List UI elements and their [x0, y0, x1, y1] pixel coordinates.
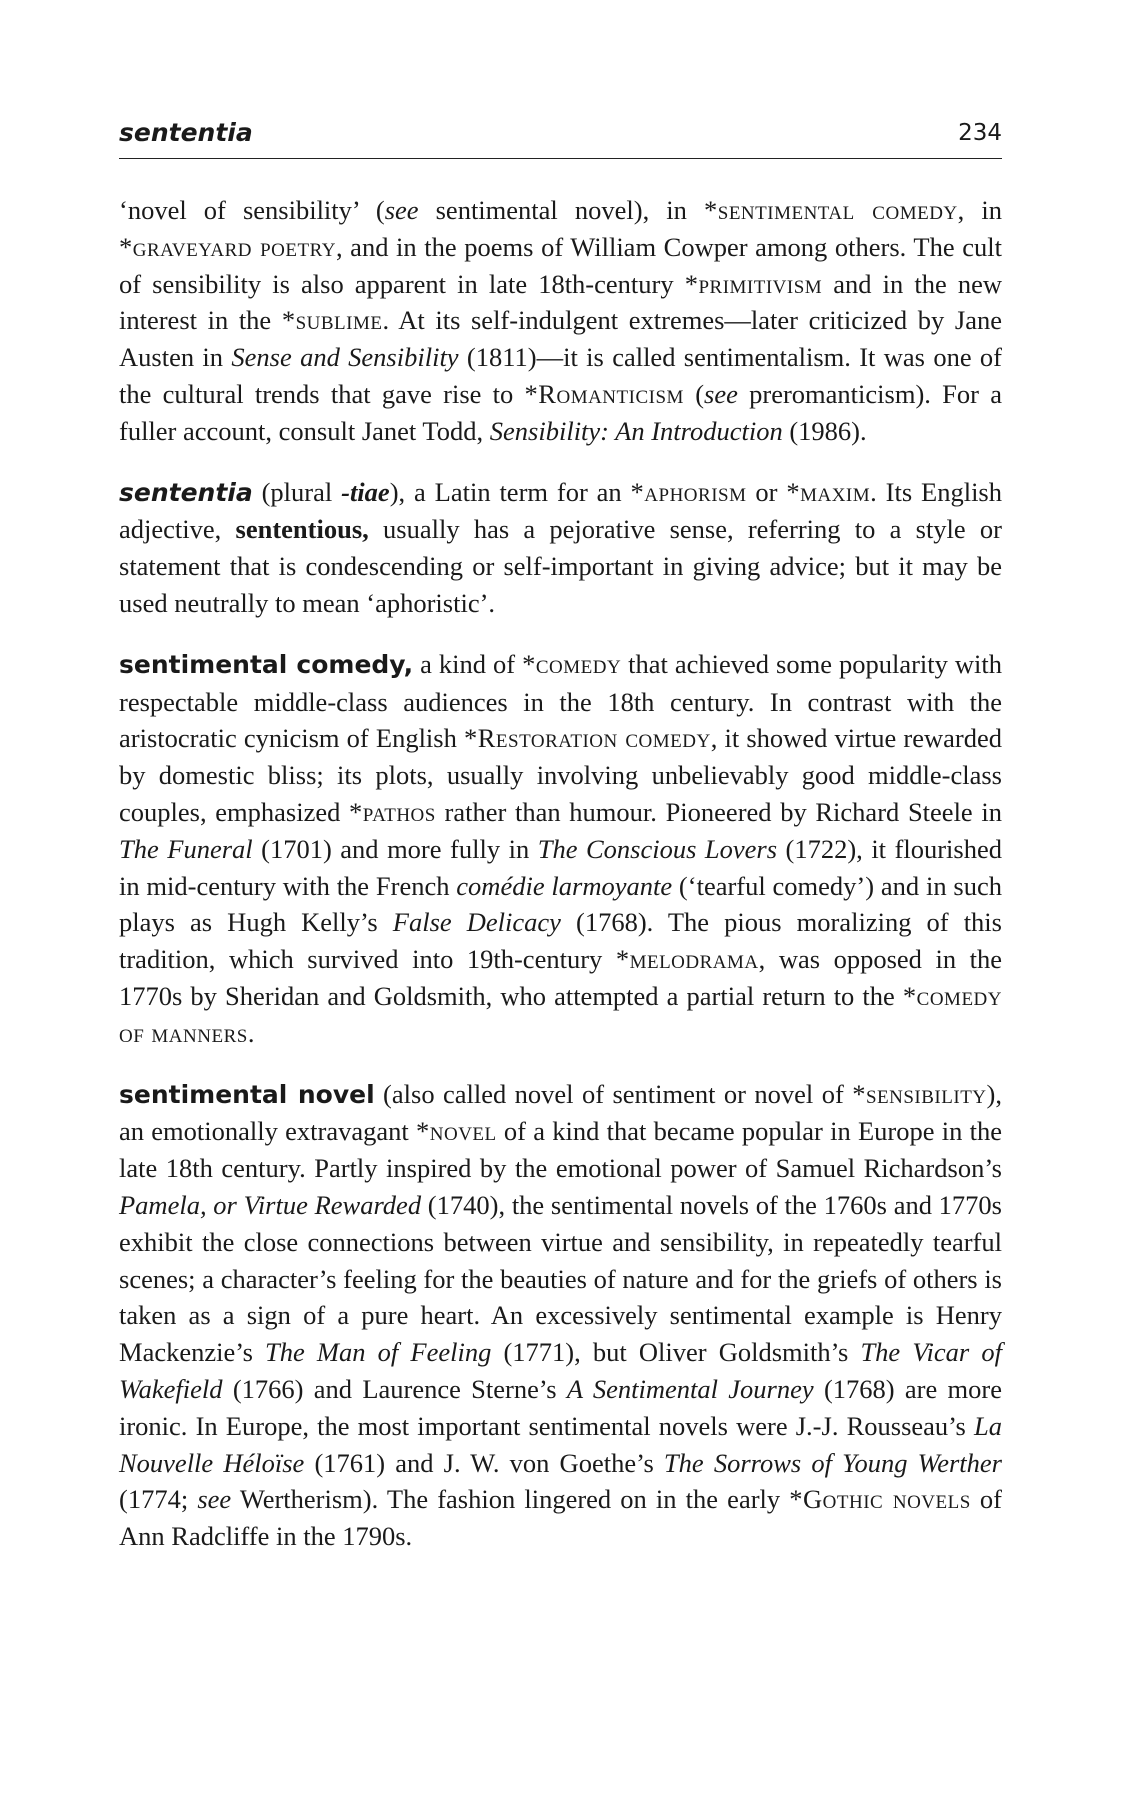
- italic-text: A Sentimental Journey: [566, 1373, 814, 1404]
- headword: sentimental novel: [119, 1079, 375, 1109]
- text-run: (also called novel of sentiment or novel of: [374, 1078, 853, 1109]
- italic-text: Pamela, or Virtue Rewarded: [119, 1189, 422, 1220]
- cross-reference: *sublime: [281, 305, 383, 336]
- text-run: ), an emotionally extravagant: [119, 1078, 1002, 1147]
- italic-text: see: [384, 195, 419, 225]
- cross-reference: *melodrama: [615, 944, 759, 975]
- text-run: (plural: [252, 476, 342, 507]
- text-run: that achieved some popularity with respectable middle-class audiences in the 18th century. In contrast with the aristocratic cynicism of English: [119, 648, 1002, 754]
- page-number: 234: [958, 120, 1002, 146]
- text-run: ‘novel of sensibility’ (: [119, 195, 385, 225]
- text-run: and in the new interest in the: [119, 268, 1002, 336]
- italic-text: see: [197, 1484, 232, 1515]
- text-run: (1811)—it is called sentimentalism. It was one of the cultural trends that gave rise to: [119, 342, 1002, 409]
- text-run: (1771), but Oliver Goldsmith’s: [491, 1337, 861, 1368]
- text-run: or: [746, 476, 787, 507]
- cross-reference: *maxim: [786, 476, 871, 507]
- dictionary-body: [119, 192, 1002, 1579]
- text-run: (: [683, 378, 705, 409]
- bold-term: sententious,: [235, 514, 369, 545]
- italic-text: False Delicacy: [392, 907, 561, 938]
- text-run: (‘tearful comedy’) and in such plays as Hugh Kelly’s: [119, 870, 1002, 938]
- text-run: (1986).: [782, 415, 867, 446]
- text-run: (1722), it flourished in mid-century with the French: [119, 833, 1002, 901]
- text-run: , in: [957, 195, 1002, 225]
- italic-text: Sensibility: An Introduction: [489, 415, 783, 446]
- italic-text: The Man of Feeling: [265, 1337, 492, 1368]
- text-run: (1766) and Laurence Sterne’s: [222, 1373, 567, 1404]
- bold-italic-text: -tiae: [341, 476, 390, 507]
- text-run: (1768) are more ironic. In Europe, the most important sentimental novels were J.-J. Rousseau’s: [119, 1373, 1003, 1441]
- italic-text: The Funeral: [119, 833, 253, 864]
- italic-text: Sense and Sensibility: [231, 342, 459, 373]
- cross-reference: *sensibility: [852, 1078, 987, 1109]
- text-run: (1761) and J. W. von Goethe’s: [304, 1447, 664, 1478]
- dictionary-entry: [119, 474, 1002, 622]
- text-run: a kind of: [413, 648, 523, 679]
- text-run: (1701) and more fully in: [252, 833, 538, 864]
- cross-reference: *primitivism: [684, 268, 823, 299]
- page-header: [119, 114, 1002, 159]
- text-run: . Its English adjective,: [119, 476, 1002, 545]
- italic-text: La Nouvelle Héloïse: [119, 1410, 1002, 1478]
- text-run: , and in the poems of William Cowper among others. The cult of sensibility is also apparent in late 18th-century: [119, 231, 1002, 299]
- text-run: rather than humour. Pioneered by Richard Steele in: [435, 796, 1002, 827]
- cross-reference: *aphorism: [630, 476, 747, 507]
- italic-text: The Vicar of Wakefield: [119, 1337, 1002, 1404]
- dictionary-entry: [119, 1076, 1002, 1555]
- cross-reference: *Gothic novels: [789, 1484, 971, 1515]
- text-run: usually has a pejorative sense, referring to a style or statement that is condescending or self-important in giving advice; but it may be used neutrally to mean ‘aphoristic’.: [119, 514, 1003, 618]
- text-run: Wertherism). The fashion lingered on in the early: [231, 1484, 790, 1515]
- italic-text: see: [704, 378, 738, 409]
- text-run: sentimental novel), in: [418, 195, 704, 225]
- cross-reference: *Restoration comedy: [464, 723, 711, 754]
- cross-reference: *pathos: [349, 796, 436, 827]
- dictionary-entry: [119, 646, 1002, 1052]
- text-run: preromanticism). For a fuller account, consult Janet Todd,: [119, 378, 1002, 446]
- running-head: sententia: [119, 118, 253, 147]
- dictionary-entry: [119, 192, 1002, 450]
- headword: sententia: [119, 477, 253, 507]
- text-run: ), a Latin term for an: [389, 476, 631, 507]
- italic-text: The Sorrows of Young Werther: [663, 1447, 1002, 1478]
- text-run: , was opposed in the 1770s by Sheridan and Goldsmith, who attempted a partial return to the: [119, 944, 1002, 1011]
- text-run: (1768). The pious moralizing of this tradition, which survived into 19th-century: [119, 907, 1002, 975]
- cross-reference: *comedy: [522, 648, 622, 679]
- text-run: (1740), the sentimental novels of the 1760s and 1770s exhibit the close connections between virtue and sensibility, in repeatedly tearful scenes; a character’s feeling for the beauties of nature and for the griefs of others is taken as a sign of a pure heart. An excessively sentimental example is Henry Mackenzie’s: [119, 1189, 1002, 1368]
- italic-text: comédie larmoyante: [456, 870, 673, 901]
- cross-reference: *graveyard poetry: [119, 231, 336, 262]
- text-run: of a kind that became popular in Europe in the late 18th century. Partly inspired by the emotional power of Samuel Richardson’s: [119, 1116, 1003, 1184]
- text-run: (1774;: [119, 1484, 198, 1515]
- cross-reference: *Romanticism: [524, 378, 684, 409]
- text-run: . At its self-indulgent extremes—later criticized by Jane Austen in: [119, 305, 1002, 373]
- cross-reference: *sentimental comedy: [704, 195, 958, 225]
- cross-reference: *comedy of manners: [119, 980, 1002, 1048]
- italic-text: The Conscious Lovers: [537, 833, 778, 864]
- cross-reference: *novel: [416, 1116, 497, 1147]
- headword: sentimental comedy,: [119, 649, 414, 679]
- text-run: of Ann Radcliffe in the 1790s.: [119, 1484, 1003, 1552]
- text-run: , it showed virtue rewarded by domestic bliss; its plots, usually involving unbelievably good middle-class couples, emphasized: [119, 723, 1002, 827]
- text-run: .: [247, 1017, 255, 1048]
